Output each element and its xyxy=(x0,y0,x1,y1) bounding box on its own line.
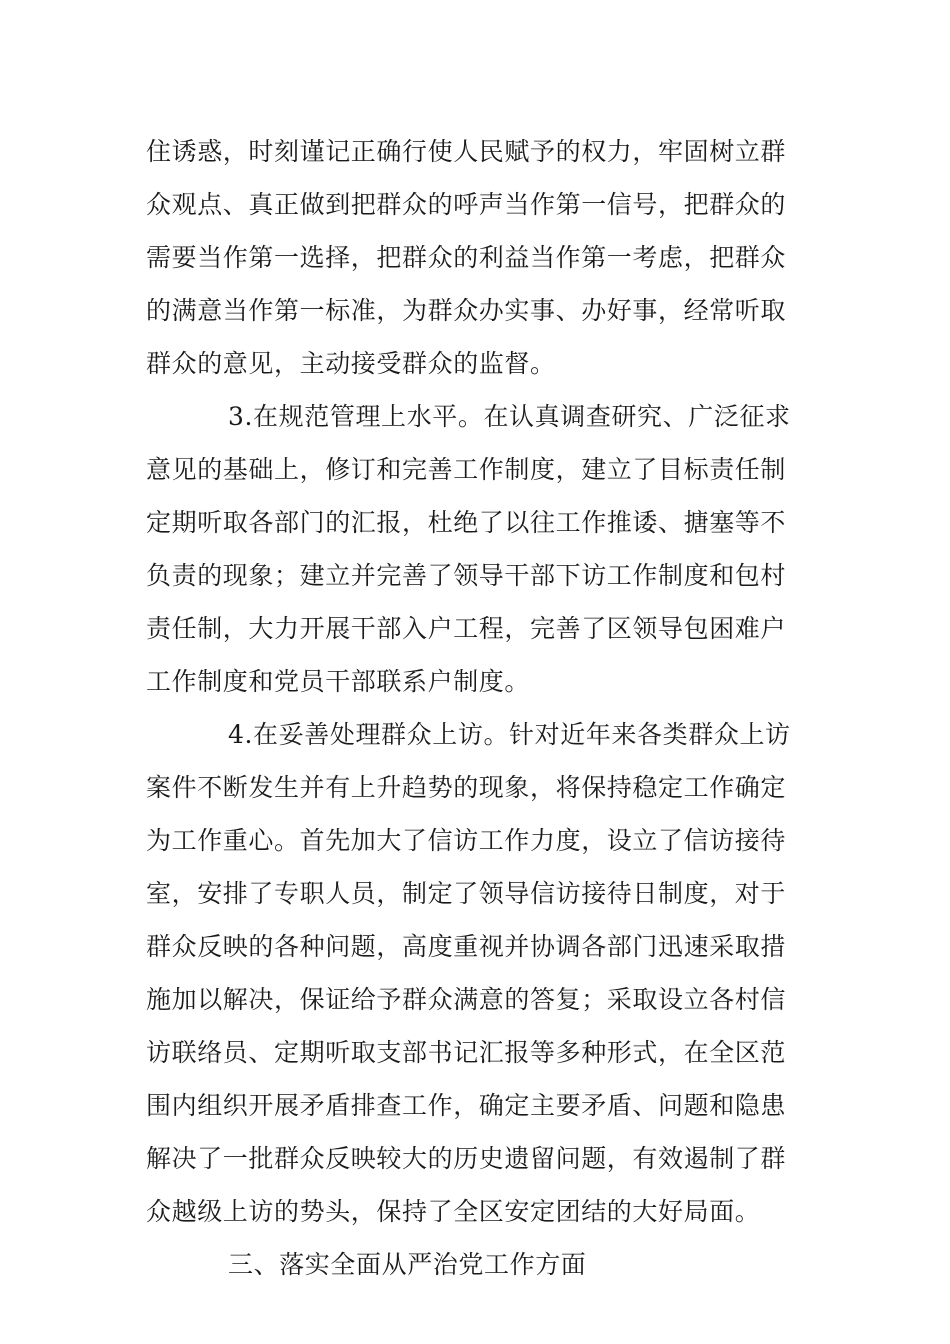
text-line: 责任制，大力开展干部入户工程，完善了区领导包困难户 xyxy=(146,614,787,643)
text-line: 众观点、真正做到把群众的呼声当作第一信号，把群众的 xyxy=(146,190,787,219)
paragraph-heading-4: 4.在妥善处理群众上访。针对近年来各类群众上访 xyxy=(228,720,791,749)
text-line: 的满意当作第一标准，为群众办实事、办好事，经常听取 xyxy=(146,296,787,325)
paragraph-heading-3: 3.在规范管理上水平。在认真调查研究、广泛征求 xyxy=(228,402,791,431)
text-line: 定期听取各部门的汇报，杜绝了以往工作推诿、搪塞等不 xyxy=(146,508,787,537)
text-line: 为工作重心。首先加大了信访工作力度，设立了信访接待 xyxy=(146,826,787,855)
text-line: 解决了一批群众反映较大的历史遗留问题，有效遏制了群 xyxy=(146,1144,787,1173)
text-line: 众越级上访的势头，保持了全区安定团结的大好局面。 xyxy=(146,1197,761,1226)
text-line: 工作制度和党员干部联系户制度。 xyxy=(146,667,531,696)
text-line: 案件不断发生并有上升趋势的现象，将保持稳定工作确定 xyxy=(146,773,787,802)
section-heading: 三、落实全面从严治党工作方面 xyxy=(228,1250,587,1279)
text-line: 室，安排了专职人员，制定了领导信访接待日制度，对于 xyxy=(146,879,787,908)
text-line: 群众的意见，主动接受群众的监督。 xyxy=(146,349,556,378)
text-line: 住诱惑，时刻谨记正确行使人民赋予的权力，牢固树立群 xyxy=(146,137,787,166)
text-line: 需要当作第一选择，把群众的利益当作第一考虑，把群众 xyxy=(146,243,787,272)
text-line: 意见的基础上，修订和完善工作制度，建立了目标责任制 xyxy=(146,455,787,484)
text-line: 访联络员、定期听取支部书记汇报等多种形式，在全区范 xyxy=(146,1038,787,1067)
text-line: 群众反映的各种问题，高度重视并协调各部门迅速采取措 xyxy=(146,932,787,961)
text-line: 负责的现象；建立并完善了领导干部下访工作制度和包村 xyxy=(146,561,787,590)
text-line: 施加以解决，保证给予群众满意的答复；采取设立各村信 xyxy=(146,985,787,1014)
text-line: 围内组织开展矛盾排查工作，确定主要矛盾、问题和隐患 xyxy=(146,1091,787,1120)
